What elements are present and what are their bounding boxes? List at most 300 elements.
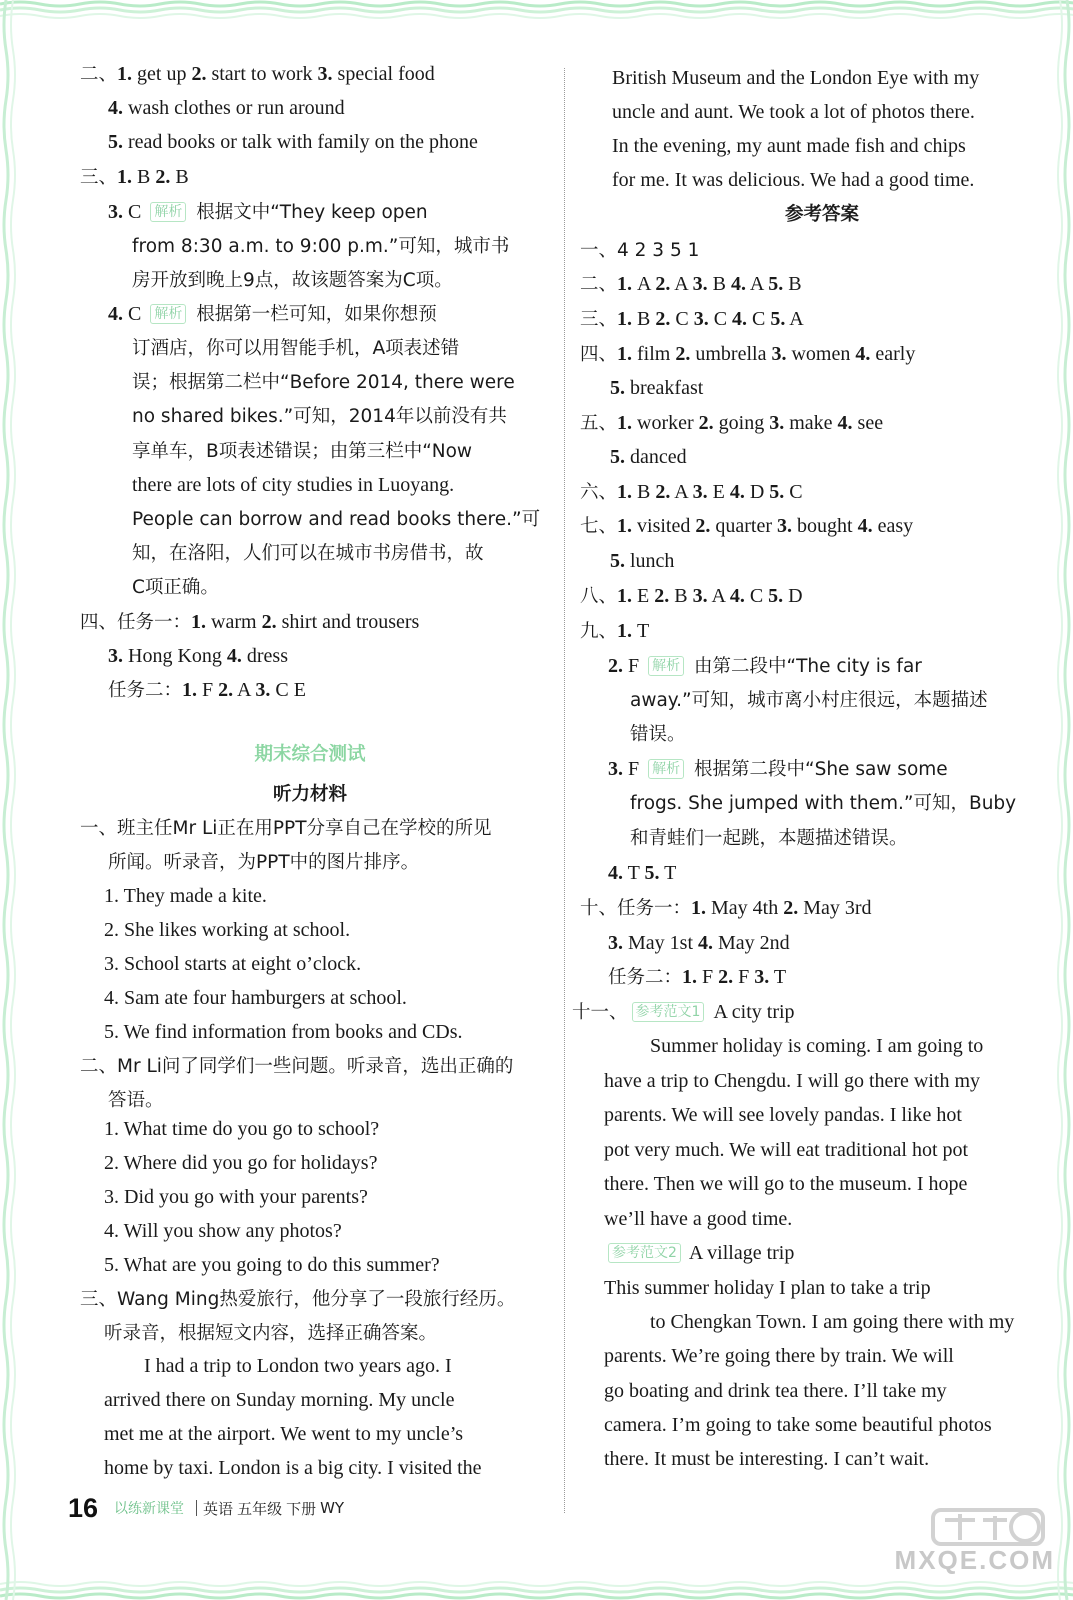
text-segment: special food <box>332 63 435 85</box>
right-line-22 <box>630 826 908 851</box>
right-line-30 <box>604 1103 962 1127</box>
text-segment: read books or talk with family on the phone <box>123 131 478 153</box>
right-line-34 <box>604 1241 794 1265</box>
text-segment: there. Then we will go to the museum. I hope <box>604 1173 968 1195</box>
text-segment: 1. <box>617 481 633 503</box>
left-line-3 <box>80 165 189 190</box>
text-segment: shirt and trousers <box>276 611 420 633</box>
text-segment: C <box>708 308 733 330</box>
left-line-20 <box>80 782 540 807</box>
text-segment: 3. <box>692 585 708 607</box>
right-line-13 <box>580 514 913 539</box>
text-segment: F <box>623 758 645 780</box>
text-segment: 三、 <box>580 309 618 330</box>
left-line-8 <box>132 336 459 361</box>
text-segment: 2. <box>608 655 623 677</box>
left-line-9 <box>132 370 515 395</box>
left-line-33 <box>104 1219 342 1243</box>
left-line-11 <box>132 439 472 464</box>
text-segment: uncle and aunt. We took a lot of photos there. <box>612 101 975 123</box>
text-segment: T <box>632 620 650 642</box>
left-line-25 <box>104 952 361 976</box>
text-segment: 2. <box>155 166 171 188</box>
text-segment: home by taxi. London is a big city. I visited the <box>104 1457 482 1479</box>
right-line-40 <box>604 1447 929 1471</box>
text-segment: 所闻。听录音，为PPT中的图片排序。 <box>108 852 420 873</box>
text-segment: T <box>659 862 677 884</box>
text-segment: 3. Did you go with your parents? <box>104 1186 368 1208</box>
text-segment: British Museum and the London Eye with my <box>612 67 980 89</box>
text-segment: T <box>623 862 645 884</box>
text-segment: we’ll have a good time. <box>604 1208 793 1230</box>
left-line-16 <box>80 610 419 635</box>
text-segment: 5. <box>610 377 625 399</box>
text-segment: B <box>632 308 656 330</box>
right-line-2 <box>612 134 966 158</box>
left-line-24 <box>104 918 350 942</box>
right-line-33 <box>604 1207 792 1231</box>
text-segment: going <box>713 412 770 434</box>
text-segment: C <box>744 585 769 607</box>
text-segment: 4. Will you show any photos? <box>104 1220 342 1242</box>
right-line-21 <box>630 791 1016 816</box>
text-segment: 2. <box>191 63 207 85</box>
text-segment: A village trip <box>684 1242 795 1264</box>
text-segment: C E <box>270 679 306 701</box>
right-line-10 <box>580 411 883 436</box>
text-segment: 5. We find information from books and CDs. <box>104 1021 463 1043</box>
left-wave-border <box>0 0 20 1600</box>
watermark-text: MXQE.COM <box>894 1545 1055 1575</box>
right-line-23 <box>608 861 676 885</box>
text-segment: 2. She likes working at school. <box>104 919 351 941</box>
left-line-19 <box>80 742 540 767</box>
text-segment: 4. <box>855 343 871 365</box>
text-segment: 4. <box>108 303 123 325</box>
text-segment: 订酒店，你可以用智能手机，A项表述错 <box>132 338 460 359</box>
text-segment: breakfast <box>625 377 704 399</box>
right-line-28 <box>650 1034 983 1058</box>
left-line-31 <box>104 1151 377 1175</box>
text-segment: 3. <box>608 932 623 954</box>
footer-grade: 五年级 <box>237 1499 283 1518</box>
text-segment: 2. Where did you go for holidays? <box>104 1152 378 1174</box>
text-segment: 4. <box>857 515 873 537</box>
text-segment: E <box>707 481 730 503</box>
left-line-38 <box>104 1388 454 1412</box>
text-segment: 任务二： <box>108 680 183 701</box>
text-segment: 2. <box>718 966 734 988</box>
text-segment: 5. <box>768 273 784 295</box>
text-segment: 3. <box>108 201 123 223</box>
left-line-39 <box>104 1422 463 1446</box>
right-line-15 <box>580 584 803 609</box>
left-line-5 <box>132 234 509 259</box>
left-line-21 <box>80 816 492 841</box>
left-line-30 <box>104 1117 379 1141</box>
text-segment: 2. <box>655 308 671 330</box>
text-segment: get up <box>132 63 192 85</box>
text-segment: parents. We’re going there by train. We will <box>604 1345 954 1367</box>
text-segment: This summer holiday I plan to take a trip <box>604 1277 931 1299</box>
text-segment: F <box>733 966 755 988</box>
text-segment: 5. <box>768 585 784 607</box>
text-segment: D <box>744 481 770 503</box>
text-segment: 听录音，根据短文内容，选择正确答案。 <box>104 1323 438 1344</box>
text-segment: B <box>170 166 189 188</box>
text-segment: 4. <box>108 97 123 119</box>
top-wave-border <box>0 0 1073 22</box>
left-line-29 <box>108 1088 164 1113</box>
text-segment: 3. <box>692 273 708 295</box>
text-segment: 1. <box>617 515 633 537</box>
left-line-15 <box>132 575 219 600</box>
left-line-23 <box>104 884 267 908</box>
text-segment: 二、 <box>80 64 118 85</box>
analysis-label: 参考范文1 <box>632 1002 705 1022</box>
text-segment: 5. <box>610 446 625 468</box>
footer-subject: 英语 <box>203 1499 234 1518</box>
text-segment: 2. <box>675 343 691 365</box>
text-segment: May 2nd <box>713 932 790 954</box>
text-segment: 二、Mr Li问了同学们一些问题。听录音，选出正确的 <box>80 1056 514 1077</box>
left-line-14 <box>132 541 484 566</box>
text-segment: B <box>669 585 693 607</box>
text-segment: 2. <box>655 481 671 503</box>
text-segment: 八、 <box>580 586 618 607</box>
left-line-34 <box>104 1253 440 1277</box>
analysis-label: 解析 <box>150 202 186 222</box>
text-segment: 3. <box>108 645 123 667</box>
text-segment: there. It must be interesting. I can’t wait. <box>604 1448 930 1470</box>
text-segment: 1. <box>117 166 133 188</box>
text-segment: 四、 <box>580 344 618 365</box>
right-line-5 <box>580 238 699 263</box>
right-line-9 <box>610 376 703 400</box>
text-segment: quarter <box>710 515 777 537</box>
left-line-7 <box>108 302 437 327</box>
text-segment: A <box>785 308 804 330</box>
text-segment: met me at the airport. We went to my uncle’s <box>104 1423 464 1445</box>
text-segment: 2. <box>783 897 799 919</box>
text-segment: 十一、 <box>572 1002 628 1023</box>
watermark-logo <box>875 1506 1055 1576</box>
text-segment: frogs. She jumped with them.”可知，Buby <box>630 793 1017 814</box>
left-line-36 <box>104 1321 437 1346</box>
text-segment: 2. <box>218 679 234 701</box>
text-segment: 5. <box>769 481 785 503</box>
analysis-label: 参考范文2 <box>608 1243 681 1263</box>
text-segment: for me. It was delicious. We had a good time. <box>612 169 975 191</box>
text-segment: 听力材料 <box>272 784 347 805</box>
right-line-11 <box>610 445 687 469</box>
text-segment: I had a trip to London two years ago. I <box>144 1355 452 1377</box>
text-segment: 1. <box>182 679 198 701</box>
text-segment: 1. <box>617 585 633 607</box>
text-segment: A <box>745 273 769 295</box>
text-segment: 3. <box>754 966 770 988</box>
text-segment: In the evening, my aunt made fish and chips <box>612 135 966 157</box>
text-segment: early <box>870 343 916 365</box>
text-segment: to Chengkan Town. I am going there with my <box>650 1311 1015 1333</box>
text-segment: A <box>707 585 730 607</box>
text-segment: 4. <box>698 932 713 954</box>
text-segment: 十、任务一： <box>580 898 692 919</box>
text-segment: May 3rd <box>798 897 872 919</box>
left-line-26 <box>104 986 407 1010</box>
right-line-0 <box>612 66 979 90</box>
left-line-0 <box>80 62 435 87</box>
text-segment: D <box>783 585 803 607</box>
text-segment: A <box>670 481 693 503</box>
text-segment: 参考答案 <box>784 204 859 225</box>
right-wave-border <box>1053 0 1073 1600</box>
text-segment: have a trip to Chengdu. I will go there with my <box>604 1070 981 1092</box>
right-line-3 <box>612 168 974 192</box>
right-line-37 <box>604 1344 954 1368</box>
text-segment: 1. <box>617 273 633 295</box>
text-segment: 六、 <box>580 482 618 503</box>
text-segment: 1. <box>617 343 633 365</box>
text-segment: umbrella <box>690 343 772 365</box>
text-segment: 2. <box>655 273 671 295</box>
text-segment: Hong Kong <box>123 645 227 667</box>
text-segment: 根据文中“They keep open <box>190 202 428 223</box>
page-footer <box>68 1488 344 1528</box>
analysis-label: 解析 <box>150 304 186 324</box>
text-segment: 三、 <box>80 167 118 188</box>
text-segment: 3. <box>769 412 785 434</box>
right-line-25 <box>608 931 790 955</box>
text-segment: 1. <box>691 897 707 919</box>
text-segment: 3. School starts at eight o’clock. <box>104 953 362 975</box>
text-segment: A <box>670 273 693 295</box>
text-segment: 3. <box>608 758 623 780</box>
left-line-28 <box>80 1054 513 1079</box>
right-line-24 <box>580 896 872 921</box>
text-segment: 由第二段中“The city is far <box>688 656 922 677</box>
left-line-27 <box>104 1020 463 1044</box>
right-line-20 <box>608 757 948 782</box>
text-segment: 5. <box>610 550 625 572</box>
right-line-26 <box>608 965 786 990</box>
text-segment: May 4th <box>706 897 784 919</box>
text-segment: E <box>632 585 655 607</box>
text-segment: 4. <box>730 273 746 295</box>
text-segment: T <box>769 966 787 988</box>
text-segment: 误；根据第二栏中“Before 2014, there were <box>132 372 515 393</box>
left-line-22 <box>108 850 419 875</box>
text-segment: 五、 <box>580 413 618 434</box>
left-line-17 <box>108 644 288 668</box>
text-segment: 三、Wang Ming热爱旅行，他分享了一段旅行经历。 <box>80 1289 516 1310</box>
text-segment: 根据第一栏可知，如果你想预 <box>190 304 437 325</box>
text-segment: 1. <box>617 412 633 434</box>
text-segment: 4. <box>729 481 745 503</box>
text-segment: 答语。 <box>108 1090 164 1111</box>
text-segment: worker <box>632 412 699 434</box>
text-segment: 1. <box>191 611 207 633</box>
text-segment: women <box>786 343 856 365</box>
text-segment: 和青蛙们一起跳，本题描述错误。 <box>630 828 908 849</box>
left-line-13 <box>132 507 540 532</box>
text-segment: film <box>632 343 676 365</box>
left-line-37 <box>144 1354 452 1378</box>
text-segment: 3. <box>771 343 787 365</box>
text-segment: 1. They made a kite. <box>104 885 267 907</box>
text-segment: C项正确。 <box>132 577 219 598</box>
text-segment: 3. <box>317 63 333 85</box>
right-line-12 <box>580 480 803 505</box>
text-segment: 2. <box>654 585 670 607</box>
text-segment: see <box>852 412 884 434</box>
right-line-39 <box>604 1413 992 1437</box>
text-segment: 5. <box>108 131 123 153</box>
right-line-29 <box>604 1069 980 1093</box>
text-segment: there are lots of city studies in Luoyang. <box>132 474 455 496</box>
analysis-label: 解析 <box>648 759 684 779</box>
text-segment: 四、任务一： <box>80 612 192 633</box>
right-line-38 <box>604 1379 947 1403</box>
left-line-6 <box>132 268 453 293</box>
right-line-36 <box>650 1310 1014 1334</box>
text-segment: 3. <box>255 679 271 701</box>
left-line-1 <box>108 96 345 120</box>
text-segment: 根据第二段中“She saw some <box>688 759 948 780</box>
text-segment: 4. <box>226 645 242 667</box>
text-segment: 2. <box>695 515 711 537</box>
text-segment: camera. I’m going to take some beautiful photos <box>604 1414 992 1436</box>
text-segment: C <box>747 308 771 330</box>
right-line-1 <box>612 100 975 124</box>
right-line-8 <box>580 342 915 367</box>
text-segment: danced <box>625 446 687 468</box>
text-segment: 4. <box>732 308 748 330</box>
right-line-6 <box>580 272 802 297</box>
footer-edition: WY <box>320 1499 345 1517</box>
text-segment: away.”可知，城市离小村庄很远，本题描述 <box>630 690 988 711</box>
text-segment: go boating and drink tea there. I’ll take my <box>604 1380 947 1402</box>
text-segment: 2. <box>698 412 714 434</box>
text-segment: 知，在洛阳，人们可以在城市书房借书，故 <box>132 543 484 564</box>
text-segment: C <box>670 308 694 330</box>
text-segment: 一、4 2 3 5 1 <box>580 240 700 261</box>
text-segment: 5. What are you going to do this summer? <box>104 1254 440 1276</box>
text-segment: no shared bikes.”可知，2014年以前没有共 <box>132 406 507 427</box>
right-line-17 <box>608 654 922 679</box>
text-segment: F <box>697 966 719 988</box>
text-segment: 1. <box>617 308 633 330</box>
text-segment: 4. <box>729 585 745 607</box>
brand-name: 以练新课堂 <box>114 1501 185 1517</box>
text-segment: 1. <box>617 620 633 642</box>
right-line-7 <box>580 307 804 332</box>
text-segment: 二、 <box>580 274 618 295</box>
page-number: 16 <box>68 1492 99 1523</box>
text-segment: 4. <box>608 862 623 884</box>
text-segment: A <box>233 679 256 701</box>
column-divider <box>564 68 565 1513</box>
left-line-35 <box>80 1287 515 1312</box>
text-segment: from 8:30 a.m. to 9:00 p.m.”可知，城市书 <box>132 236 510 257</box>
left-line-10 <box>132 404 507 429</box>
text-segment: A city trip <box>708 1001 795 1023</box>
right-line-27 <box>572 1000 795 1025</box>
text-segment: 期末综合测试 <box>254 744 366 765</box>
left-line-4 <box>108 200 428 225</box>
right-line-32 <box>604 1172 967 1196</box>
text-segment: C <box>123 303 147 325</box>
text-segment: 5. <box>644 862 660 884</box>
text-segment: 3. <box>777 515 792 537</box>
text-segment: F <box>623 655 645 677</box>
right-line-18 <box>630 688 988 713</box>
footer-volume: 下册 <box>286 1499 317 1518</box>
right-line-4 <box>592 202 1052 227</box>
text-segment: lunch <box>625 550 675 572</box>
text-segment: 房开放到晚上9点，故该题答案为C项。 <box>132 270 453 291</box>
text-segment: 5. <box>770 308 786 330</box>
left-line-18 <box>108 678 306 703</box>
right-line-16 <box>580 619 649 644</box>
left-line-12 <box>132 473 454 497</box>
text-segment: 享单车，B项表述错误；由第三栏中“Now <box>132 441 473 462</box>
right-line-19 <box>630 722 686 747</box>
text-segment: bought <box>792 515 858 537</box>
text-segment: People can borrow and read books there.”可 <box>132 509 541 530</box>
text-segment: 1. <box>117 63 133 85</box>
text-segment: parents. We will see lovely pandas. I like hot <box>604 1104 962 1126</box>
analysis-label: 解析 <box>648 656 684 676</box>
text-segment: visited <box>632 515 696 537</box>
right-line-35 <box>604 1276 931 1300</box>
text-segment: 错误。 <box>630 724 686 745</box>
text-segment: dress <box>241 645 288 667</box>
text-segment: C <box>784 481 803 503</box>
bottom-wave-border <box>0 1578 1073 1600</box>
text-segment: 1. What time do you go to school? <box>104 1118 380 1140</box>
text-segment: warm <box>206 611 262 633</box>
text-segment: B <box>132 166 156 188</box>
text-segment: Summer holiday is coming. I am going to <box>650 1035 984 1057</box>
text-segment: easy <box>872 515 914 537</box>
text-segment: 3. <box>692 481 708 503</box>
text-segment: 3. <box>693 308 709 330</box>
text-segment: B <box>783 273 802 295</box>
left-line-32 <box>104 1185 368 1209</box>
text-segment: start to work <box>206 63 318 85</box>
footer-separator <box>196 1500 197 1516</box>
right-line-31 <box>604 1138 968 1162</box>
left-line-40 <box>104 1456 482 1480</box>
text-segment: 一、班主任Mr Li正在用PPT分享自己在学校的所见 <box>80 818 492 839</box>
text-segment: 2. <box>261 611 277 633</box>
text-segment: 4. <box>837 412 853 434</box>
right-line-14 <box>610 549 674 573</box>
text-segment: wash clothes or run around <box>123 97 345 119</box>
text-segment: pot very much. We will eat traditional hot pot <box>604 1139 969 1161</box>
text-segment: B <box>632 481 656 503</box>
text-segment: 1. <box>682 966 698 988</box>
text-segment: 九、 <box>580 621 618 642</box>
text-segment: make <box>784 412 838 434</box>
text-segment: May 1st <box>623 932 698 954</box>
left-line-2 <box>108 130 478 154</box>
text-segment: 4. Sam ate four hamburgers at school. <box>104 987 407 1009</box>
text-segment: F <box>197 679 219 701</box>
text-segment: B <box>707 273 731 295</box>
text-segment: 任务二： <box>608 967 683 988</box>
